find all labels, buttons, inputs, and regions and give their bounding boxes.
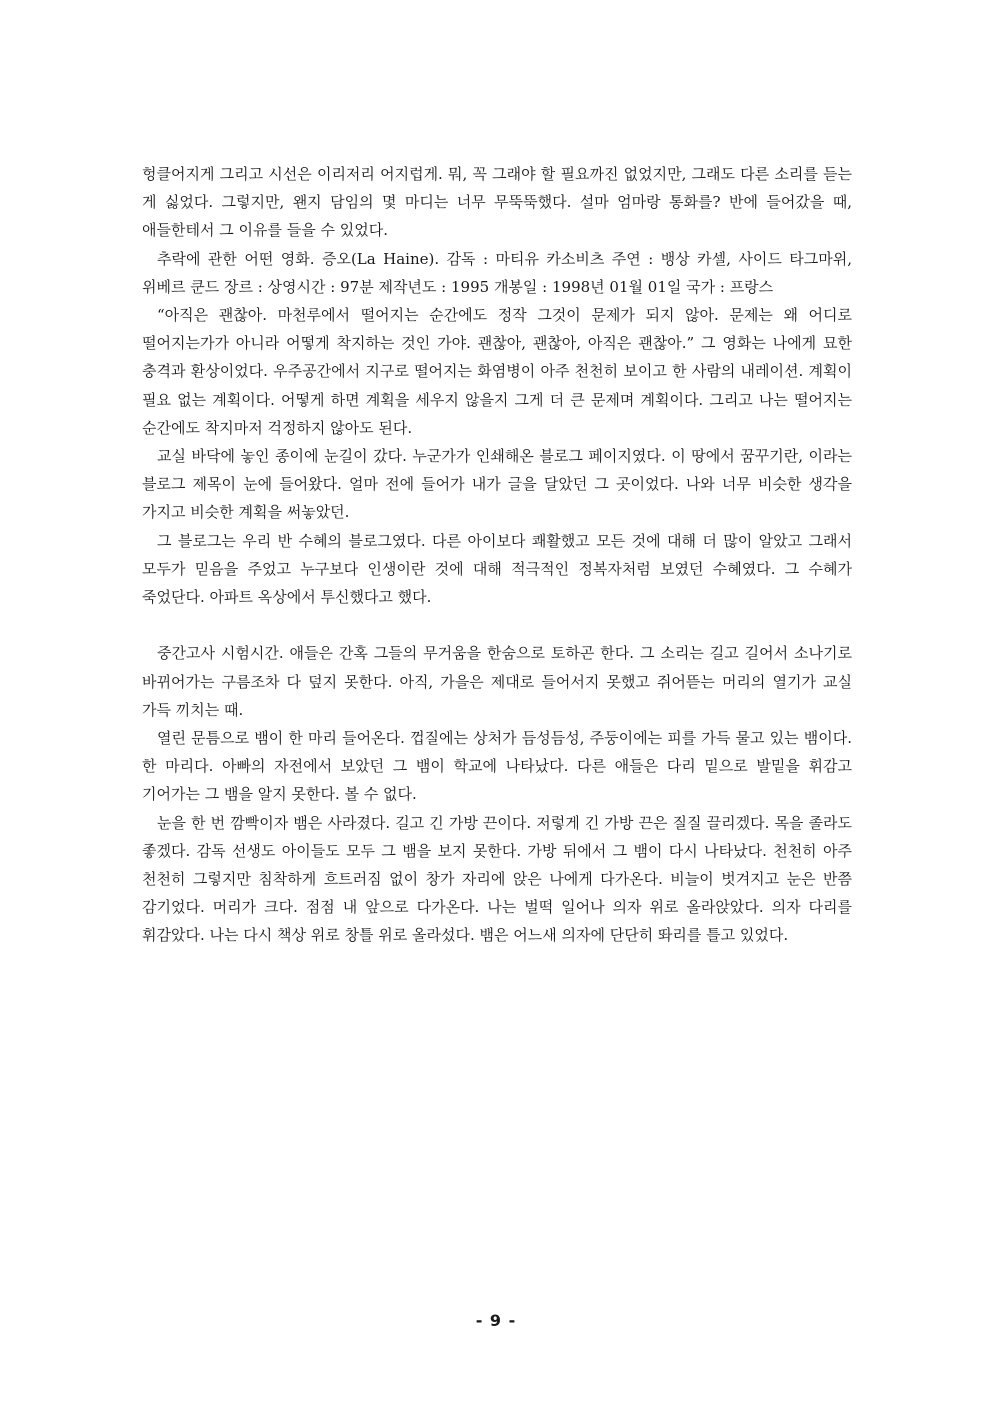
paragraph: 추락에 관한 어떤 영화. 증오(La Haine). 감독 : 마티유 카소비츠 주연 : 뱅상 카셀, 사이드 타그마위, 위베르 쿤드 장르 : 상영시간 : 97분 제작년도 : 1995 개봉일 : 1998년 01월 01일 국가 : 프랑스	[142, 249, 852, 296]
paragraph: 중간고사 시험시간. 애들은 간혹 그들의 무거움을 한숨으로 토하곤 한다. 그 소리는 길고 길어서 소나기로 바뀌어가는 구름조차 다 덮지 못한다. 아직, 가을은 제대로 들어서지 못했고 쥐어뜯는 머리의 열기가 교실 가득 끼치는 때.	[142, 644, 852, 719]
body-text	[142, 160, 852, 950]
paragraph: 열린 문틈으로 뱀이 한 마리 들어온다. 껍질에는 상처가 듬성듬성, 주둥이에는 피를 가득 물고 있는 뱀이다. 한 마리다. 아빠의 자전에서 보았던 그 뱀이 학교에 나타났다. 다른 애들은 다리 밑으로 발밑을 휘감고 기어가는 그 뱀을 알지 못한다. 볼 수 없다.	[142, 729, 852, 804]
paragraph: “아직은 괜찮아. 마천루에서 떨어지는 순간에도 정작 그것이 문제가 되지 않아. 문제는 왜 어디로 떨어지는가가 아니라 어떻게 착지하는 것인 가야. 괜찮아, 괜찮아, 아직은 괜찮아.” 그 영화는 나에게 묘한 충격과 환상이었다. 우주공간에서 지구로 떨어지는 화염병이 아주 천천히 보이고 한 사람의 내레이션. 계획이 필요 없는 계획이다. 어떻게 하면 계획을 세우지 않을지 그게 더 큰 문제며 계획이다. 그리고 나는 떨어지는 순간에도 착지마저 걱정하지 않아도 된다.	[142, 306, 852, 437]
paragraph: 헝클어지게 그리고 시선은 이리저리 어지럽게. 뭐, 꼭 그래야 할 필요까진 없었지만, 그래도 다른 소리를 듣는 게 싫었다. 그렇지만, 왠지 담임의 몇 마디는 너무 무뚝뚝했다. 설마 엄마랑 통화를? 반에 들어갔을 때, 애들한테서 그 이유를 들을 수 있었다.	[142, 165, 852, 240]
paragraph: 그 블로그는 우리 반 수혜의 블로그였다. 다른 아이보다 쾌활했고 모든 것에 대해 더 많이 알았고 그래서 모두가 믿음을 주었고 누구보다 인생이란 것에 대해 적극적인 정복자처럼 보였던 수혜였다. 그 수혜가 죽었단다. 아파트 옥상에서 투신했다고 했다.	[142, 531, 852, 607]
paragraph: 눈을 한 번 깜빡이자 뱀은 사라졌다. 길고 긴 가방 끈이다. 저렇게 긴 가방 끈은 질질 끌리겠다. 목을 졸라도 좋겠다. 감독 선생도 아이들도 모두 그 뱀을 보지 못한다. 가방 뒤에서 그 뱀이 다시 나타났다. 천천히 아주 천천히 그렇지만 침착하게 흐트러짐 없이 창가 자리에 앉은 나에게 다가온다. 비늘이 벗겨지고 눈은 반쯤 감기었다. 머리가 크다. 점점 내 앞으로 다가온다. 나는 벌떡 일어나 의자 위로 올라앉았다. 의자 다리를 휘감았다. 나는 다시 책상 위로 창틀 위로 올라섰다. 뱀은 어느새 의자에 단단히 똬리를 틀고 있었다.	[142, 813, 852, 945]
paragraph: 교실 바닥에 놓인 종이에 눈길이 갔다. 누군가가 인쇄해온 블로그 페이지였다. 이 땅에서 꿈꾸기란, 이라는 블로그 제목이 눈에 들어왔다. 얼마 전에 들어가 내가 글을 달았던 그 곳이었다. 나와 너무 비슷한 생각을 가지고 비슷한 계획을 써놓았던.	[142, 447, 852, 522]
page-number: - 9 -	[475, 1311, 517, 1330]
section-break	[142, 611, 852, 639]
